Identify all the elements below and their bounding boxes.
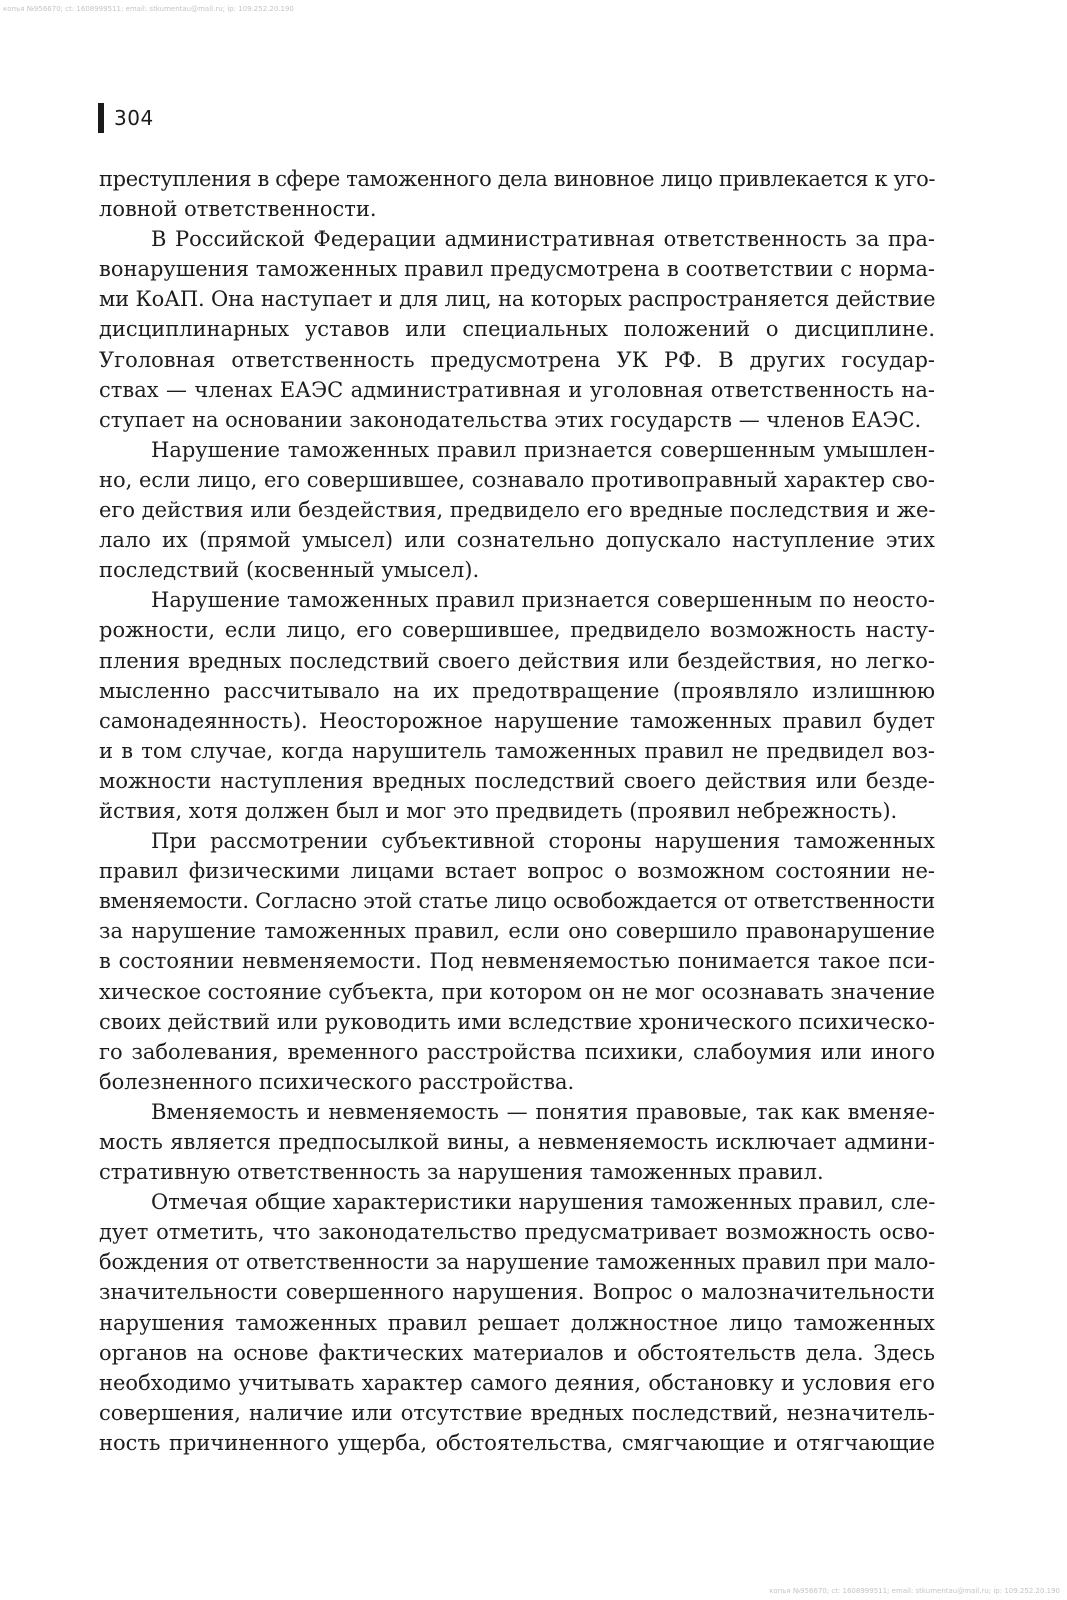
text-line: хическое состояние субъекта, при котором он не мог осознавать значение [99, 979, 935, 1004]
text-line: дисциплинарных уставов или специальных положений о дисциплине. [99, 317, 935, 342]
text-line: последствий (косвенный умысел). [99, 558, 480, 583]
text-line: рожности, если лицо, его совершившее, предвидело возможность насту- [99, 618, 935, 643]
text-line: Вменяемость и невменяемость — понятия правовые, так как вменяе- [151, 1099, 935, 1124]
text-line: за нарушение таможенных правил, если оно совершило правонарушение [99, 919, 935, 944]
text-line: своих действий или руководить ими вследствие хронического психическо- [99, 1009, 935, 1034]
text-line: и в том случае, когда нарушитель таможенных правил не предвидел воз- [99, 738, 935, 763]
paragraph [99, 826, 935, 1097]
text-line: мость является предпосылкой вины, а невменяемость исключает админи- [99, 1130, 935, 1154]
text-line: ствах — членах ЕАЭС административная и уголовная ответственность на- [99, 377, 935, 402]
text-line: пления вредных последствий своего действия или бездействия, но легко- [99, 648, 935, 673]
text-line: ность причиненного ущерба, обстоятельства, смягчающие и отягчающие [99, 1430, 935, 1455]
body-text [99, 164, 935, 1458]
text-line: го заболевания, временного расстройства психики, слабоумия или иного [99, 1039, 935, 1064]
text-line: нарушения таможенных правил решает должностное лицо таможенных [99, 1310, 935, 1335]
text-line: лало их (прямой умысел) или сознательно допускало наступление этих [99, 528, 935, 553]
text-line: органов на основе фактических материалов и обстоятельств дела. Здесь [99, 1340, 935, 1365]
text-line: но, если лицо, его совершившее, сознавало противоправный характер сво- [99, 467, 935, 492]
text-line: дует отметить, что законодательство предусматривает возможность осво- [99, 1220, 935, 1245]
paragraph [99, 1187, 935, 1458]
text-line: самонадеянность). Неосторожное нарушение таможенных правил будет [99, 708, 935, 733]
page-number [98, 103, 154, 133]
text-line: Отмечая общие характеристики нарушения таможенных правил, сле- [151, 1190, 936, 1215]
paragraph [99, 435, 935, 585]
text-line: значительности совершенного нарушения. Вопрос о малозначительности [99, 1280, 935, 1305]
text-line: При рассмотрении субъективной стороны нарушения таможенных [151, 829, 935, 854]
text-line: можности наступления вредных последствий своего действия или безде- [99, 768, 935, 793]
text-line: Нарушение таможенных правил признается совершенным по неосто- [151, 588, 935, 613]
watermark-bottom: копья №956670; ct: 1608999511; email: stkumentau@mail.ru; ip: 109.252.20.190 [769, 1587, 1060, 1595]
text-line: ми КоАП. Она наступает и для лиц, на которых распространяется действие [99, 287, 936, 312]
text-line: правил физическими лицами встает вопрос о возможном состоянии не- [99, 859, 935, 884]
text-line: ступает на основании законодательства этих государств — членов ЕАЭС. [99, 407, 922, 432]
paragraph [99, 224, 935, 435]
text-line: стративную ответственность за нарушения таможенных правил. [99, 1160, 824, 1185]
text-line: вменяемости. Согласно этой статье лицо освобождается от ответственности [99, 889, 935, 914]
paragraph [99, 164, 935, 224]
text-line: Нарушение таможенных правил признается совершенным умышлен- [151, 437, 935, 462]
watermark-top: копья №956670; ct: 1608999511; email: stkumentau@mail.ru; ip: 109.252.20.190 [3, 5, 294, 13]
text-line: необходимо учитывать характер самого деяния, обстановку и условия его [99, 1370, 935, 1395]
text-line: йствия, хотя должен был и мог это предвидеть (проявил небрежность). [99, 798, 898, 823]
text-line: совершения, наличие или отсутствие вредных последствий, незначитель- [99, 1400, 935, 1425]
text-line: преступления в сфере таможенного дела виновное лицо привлекается к уго- [99, 167, 936, 191]
text-line: в состоянии невменяемости. Под невменяемостью понимается такое пси- [99, 949, 935, 974]
text-line: вонарушения таможенных правил предусмотрена в соответствии с норма- [99, 257, 935, 282]
text-line: В Российской Федерации административная ответственность за пра- [151, 227, 935, 252]
text-line: мысленно рассчитывало на их предотвращение (проявляло излишнюю [99, 678, 935, 703]
page-number-text: 304 [114, 106, 154, 130]
text-line: Уголовная ответственность предусмотрена УК РФ. В других государ- [99, 347, 935, 372]
page-number-bar [98, 103, 104, 133]
paragraph [99, 585, 935, 826]
text-line: болезненного психического расстройства. [99, 1069, 575, 1094]
text-line: бождения от ответственности за нарушение таможенных правил при мало- [99, 1250, 936, 1275]
paragraph [99, 1097, 935, 1187]
text-line: его действия или бездействия, предвидело его вредные последствия и же- [99, 498, 936, 523]
text-line: ловной ответственности. [99, 197, 377, 222]
